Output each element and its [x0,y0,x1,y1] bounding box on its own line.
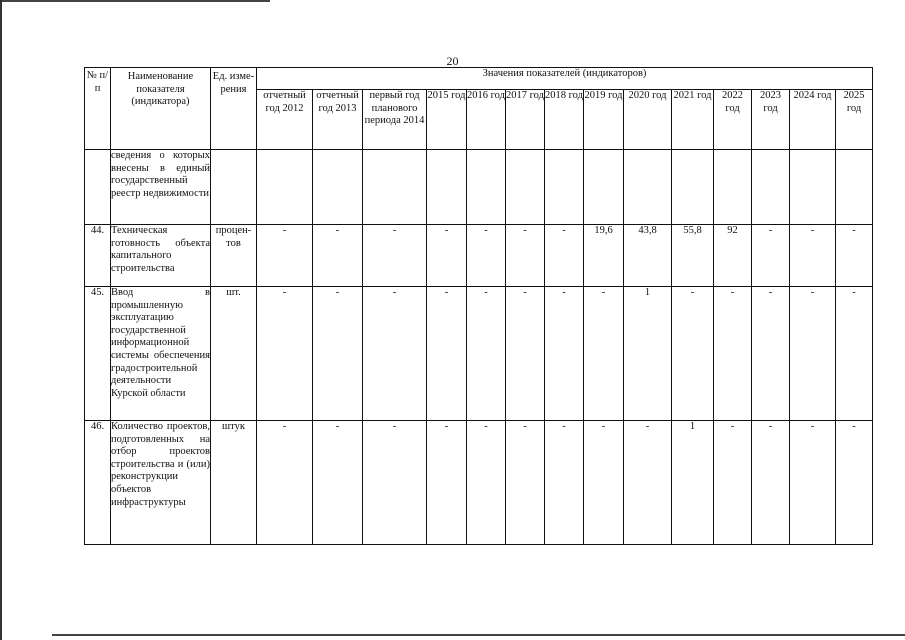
unit-of-measure [211,150,257,225]
value-cell [545,150,584,225]
value-cell [714,150,752,225]
value-cell: - [506,225,545,287]
header-year-2: первый год планового периода 2014 [363,90,427,150]
value-cell: 55,8 [672,225,714,287]
header-year-8: 2020 год [624,90,672,150]
value-cell: - [836,287,873,421]
value-cell [257,150,313,225]
table-body [85,150,873,545]
value-cell [790,150,836,225]
value-cell: - [506,287,545,421]
value-cell: - [313,287,363,421]
value-cell: - [257,287,313,421]
value-cell: - [313,225,363,287]
header-year-11: 2023 год [752,90,790,150]
value-cell [624,150,672,225]
value-cell [752,150,790,225]
indicator-name: Ввод в промышленную эксплуатацию государственной информационной системы обеспечения градостроительной деятельности Курской области [111,287,211,421]
row-number: 45. [85,287,111,421]
row-number: 44. [85,225,111,287]
unit-of-measure: процен-тов [211,225,257,287]
scan-edge-top [0,0,270,2]
value-cell: - [584,421,624,545]
value-cell [467,150,506,225]
value-cell: - [467,287,506,421]
value-cell: - [714,287,752,421]
header-year-9: 2021 год [672,90,714,150]
value-cell: - [752,287,790,421]
value-cell: 1 [672,421,714,545]
value-cell: - [545,421,584,545]
value-cell: - [790,287,836,421]
value-cell [363,150,427,225]
value-cell: - [257,421,313,545]
value-cell [672,150,714,225]
indicator-name: Техническая готовность объекта капитального строительства [111,225,211,287]
table-header [85,68,873,150]
value-cell: - [836,421,873,545]
value-cell [506,150,545,225]
value-cell: - [836,225,873,287]
value-cell: - [790,225,836,287]
header-year-3: 2015 год [427,90,467,150]
value-cell: - [790,421,836,545]
value-cell: - [545,225,584,287]
value-cell: - [363,225,427,287]
value-cell: - [363,421,427,545]
header-name: Наименование показателя (индикатора) [111,68,211,150]
scan-edge-left [0,0,2,640]
value-cell: - [506,421,545,545]
value-cell [584,150,624,225]
header-year-7: 2019 год [584,90,624,150]
header-year-0: отчетный год 2012 [257,90,313,150]
value-cell: - [467,225,506,287]
value-cell: - [427,225,467,287]
header-year-6: 2018 год [545,90,584,150]
indicator-name: сведения о которых внесены в единый государственный реестр недвижимости [111,150,211,225]
header-year-5: 2017 год [506,90,545,150]
value-cell: - [363,287,427,421]
table-row [85,150,873,225]
header-year-10: 2022 год [714,90,752,150]
value-cell: 1 [624,287,672,421]
header-values-group: Значения показателей (индикаторов) [257,68,873,90]
value-cell: - [752,421,790,545]
value-cell [836,150,873,225]
value-cell: 92 [714,225,752,287]
value-cell: - [313,421,363,545]
indicator-name: Количество проектов, подготовленных на отбор проектов строительства и (или) реконструкции объектов инфраструктуры [111,421,211,545]
header-year-1: отчетный год 2013 [313,90,363,150]
header-year-12: 2024 год [790,90,836,150]
indicators-table [84,67,873,545]
value-cell: 43,8 [624,225,672,287]
value-cell: - [467,421,506,545]
value-cell: - [672,287,714,421]
value-cell [427,150,467,225]
scan-edge-bottom [52,634,905,636]
table-row [85,421,873,545]
row-number [85,150,111,225]
value-cell: - [584,287,624,421]
value-cell: 19,6 [584,225,624,287]
table-row [85,225,873,287]
value-cell: - [427,421,467,545]
header-year-13: 2025 год [836,90,873,150]
value-cell: - [714,421,752,545]
unit-of-measure: штук [211,421,257,545]
value-cell: - [624,421,672,545]
row-number: 46. [85,421,111,545]
table-row [85,287,873,421]
value-cell: - [752,225,790,287]
value-cell [313,150,363,225]
page-number: 20 [446,54,459,68]
unit-of-measure: шт. [211,287,257,421]
value-cell: - [545,287,584,421]
value-cell: - [257,225,313,287]
header-num: № п/п [85,68,111,150]
header-unit: Ед. изме-рения [211,68,257,150]
header-year-4: 2016 год [467,90,506,150]
value-cell: - [427,287,467,421]
